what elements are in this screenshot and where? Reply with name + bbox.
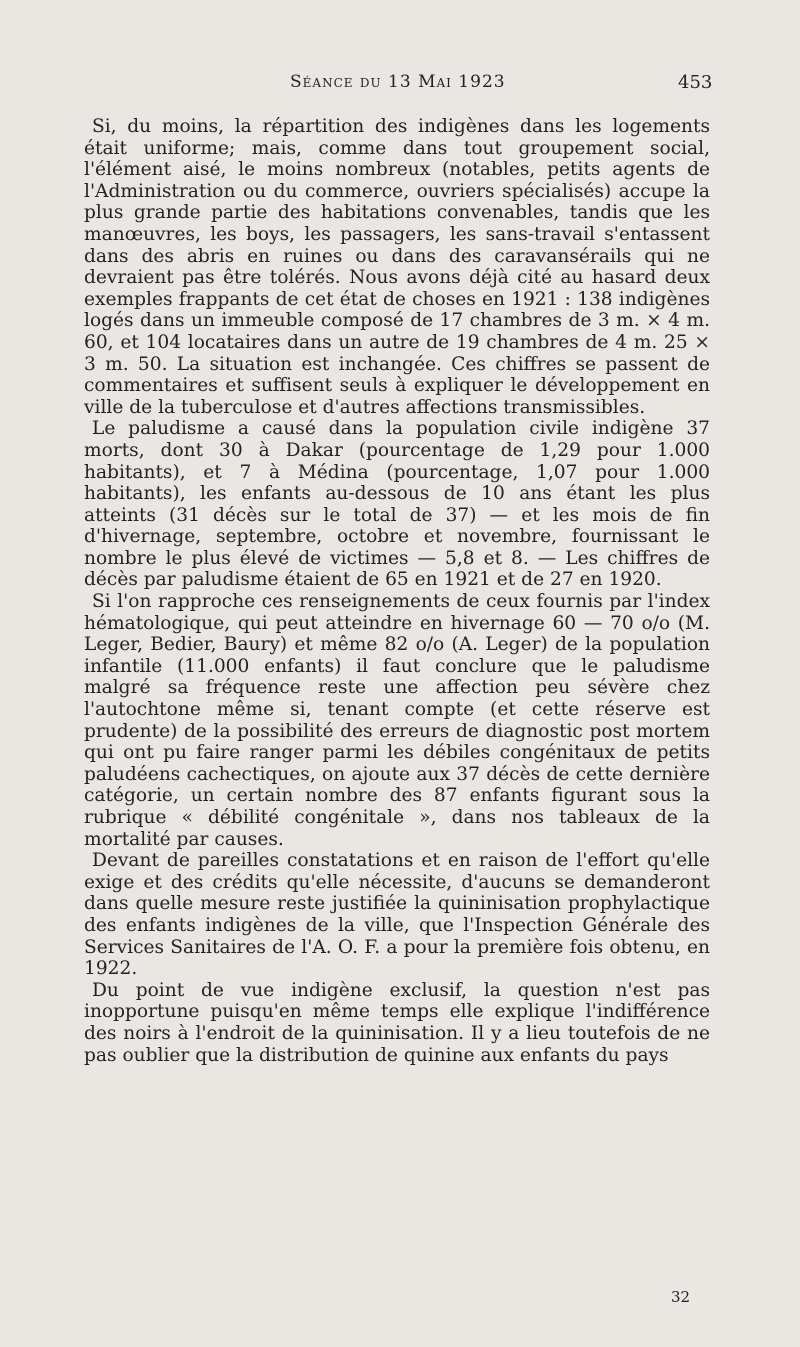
page-number: 453 xyxy=(678,72,713,93)
paragraph: Si, du moins, la répartition des indigènes dans les logements était uniforme; mais, comme dans tout groupement social, l'élément aisé, le moins nombreux (notables, petits agents de l'Administration ou du commerce, ouvriers spécialisés) accupe la plus grande partie des habitations convenables, tandis que les manœuvres, les boys, les passagers, les sans-travail s'entassent dans des abris en ruines ou dans des caravansérails qui ne devraient pas être tolérés. Nous avons déjà cité au hasard deux exemples frappants de cet état de choses en 1921 : 138 indigènes logés dans un immeuble composé de 17 chambres de 3 m. × 4 m. 60, et 104 locataires dans un autre de 19 chambres de 4 m. 25 × 3 m. 50. La situation est inchangée. Ces chiffres se passent de commentaires et suffisent seuls à expliquer le développement en ville de la tuberculose et d'autres affections transmissibles. xyxy=(84,116,710,418)
header-title: Séance du 13 Mai 1923 xyxy=(290,72,506,92)
signature-mark: 32 xyxy=(671,1288,691,1306)
body-text xyxy=(84,116,710,1066)
paragraph: Si l'on rapproche ces renseignements de ceux fournis par l'index hématologique, qui peut atteindre en hivernage 60 — 70 o/o (M. Leger, Bedier, Baury) et même 82 o/o (A. Leger) de la population infantile (11.000 enfants) il faut conclure que le paludisme malgré sa fréquence reste une affection peu sévère chez l'autochtone même si, tenant compte (et cette réserve est prudente) de la possibilité des erreurs de diagnostic post mortem qui ont pu faire ranger parmi les débiles congénitaux de petits paludéens cachectiques, on ajoute aux 37 décès de cette dernière catégorie, un certain nombre des 87 enfants figurant sous la rubrique « débilité congénitale », dans nos tableaux de la mortalité par causes. xyxy=(84,591,710,850)
paragraph: Devant de pareilles constatations et en raison de l'effort qu'elle exige et des crédits qu'elle nécessite, d'aucuns se demanderont dans quelle mesure reste justifiée la quininisation prophylactique des enfants indigènes de la ville, que l'Inspection Générale des Services Sanitaires de l'A. O. F. a pour la première fois obtenu, en 1922. xyxy=(84,850,710,980)
paragraph: Le paludisme a causé dans la population civile indigène 37 morts, dont 30 à Dakar (pourcentage de 1,29 pour 1.000 habitants), et 7 à Médina (pourcentage, 1,07 pour 1.000 habitants), les enfants au-dessous de 10 ans étant les plus atteints (31 décès sur le total de 37) — et les mois de fin d'hivernage, septembre, octobre et novembre, fournissant le nombre le plus élevé de victimes — 5,8 et 8. — Les chiffres de décès par paludisme étaient de 65 en 1921 et de 27 en 1920. xyxy=(84,418,710,591)
paragraph: Du point de vue indigène exclusif, la question n'est pas inopportune puisqu'en même temps elle explique l'indifférence des noirs à l'endroit de la quininisation. Il y a lieu toutefois de ne pas oublier que la distribution de quinine aux enfants du pays xyxy=(84,979,710,1066)
running-header xyxy=(0,72,800,102)
